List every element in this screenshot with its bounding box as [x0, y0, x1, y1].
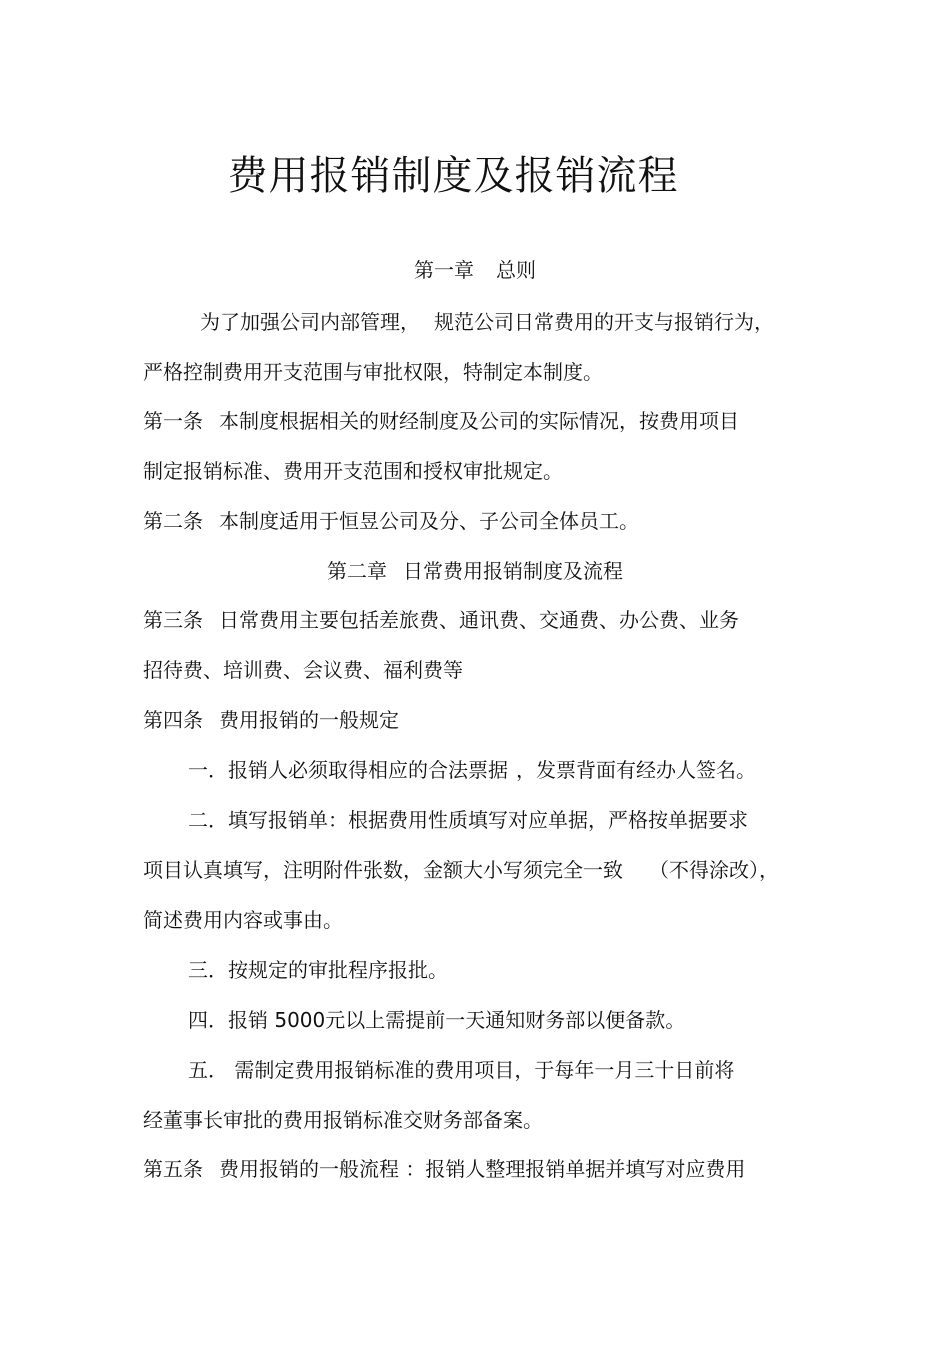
article-1: [143, 407, 739, 435]
article-1-continued: 制定报销标准、费用开支范围和授权审批规定。: [143, 459, 563, 483]
intro-part-b: 规范公司日常费用的开支与报销行为，: [434, 310, 774, 334]
article-2-text: 本制度适用于恒昱公司及分、子公司全体员工。: [219, 509, 639, 533]
article-2: [143, 507, 639, 535]
chapter-2-number: 第二章: [327, 559, 387, 583]
document-title: 费用报销制度及报销流程: [227, 153, 679, 199]
rule-item-4: 四．报销 5000元以上需提前一天通知财务部以便备款。: [188, 1008, 686, 1032]
article-3-label: 第三条: [143, 608, 203, 632]
chapter-1-title: 总则: [496, 258, 536, 282]
intro-part-a: 为了加强公司内部管理，: [200, 310, 420, 334]
article-2-label: 第二条: [143, 509, 203, 533]
rule-item-1-tail: ，发票背面有经办人签名。: [516, 758, 756, 782]
intro-line-1: [200, 308, 774, 336]
rule-item-5-continued: 经董事长审批的费用报销标准交财务部备案。: [143, 1108, 543, 1132]
article-1-label: 第一条: [143, 409, 203, 433]
chapter-2-heading: [0, 557, 950, 585]
chapter-1-number: 第一章: [414, 258, 474, 282]
rule-item-2-cont-text: 项目认真填写，注明附件张数，金额大小写须完全一致: [143, 858, 623, 882]
rule-item-3: 三．按规定的审批程序报批。: [188, 958, 448, 982]
article-3: [143, 606, 739, 634]
article-5: [143, 1155, 745, 1183]
rule-item-1: [188, 756, 756, 784]
article-1-text: 本制度根据相关的财经制度及公司的实际情况，按费用项目: [219, 409, 739, 433]
article-5-text: 费用报销的一般流程 ：报销人整理报销单据并填写对应费用: [219, 1157, 746, 1181]
article-4: [143, 706, 399, 734]
intro-line-2: 严格控制费用开支范围与审批权限，特制定本制度。: [143, 360, 603, 384]
rule-item-1-text: 一．报销人必须取得相应的合法票据: [188, 758, 508, 782]
chapter-1-heading: [0, 256, 950, 284]
rule-item-2-continued: [143, 856, 779, 884]
article-3-continued: 招待费、培训费、会议费、福利费等: [143, 658, 463, 682]
rule-item-5: 五． 需制定费用报销标准的费用项目，于每年一月三十日前将: [188, 1058, 735, 1082]
rule-item-2: 二．填写报销单：根据费用性质填写对应单据，严格按单据要求: [188, 808, 748, 832]
rule-item-2-cont-note: （不得涂改），: [649, 858, 779, 882]
article-3-text: 日常费用主要包括差旅费、通讯费、交通费、办公费、业务: [219, 608, 739, 632]
article-4-text: 费用报销的一般规定: [219, 708, 399, 732]
article-5-label: 第五条: [143, 1157, 203, 1181]
rule-item-2-continued-2: 简述费用内容或事由。: [143, 908, 343, 932]
article-4-label: 第四条: [143, 708, 203, 732]
chapter-2-title: 日常费用报销制度及流程: [403, 559, 623, 583]
